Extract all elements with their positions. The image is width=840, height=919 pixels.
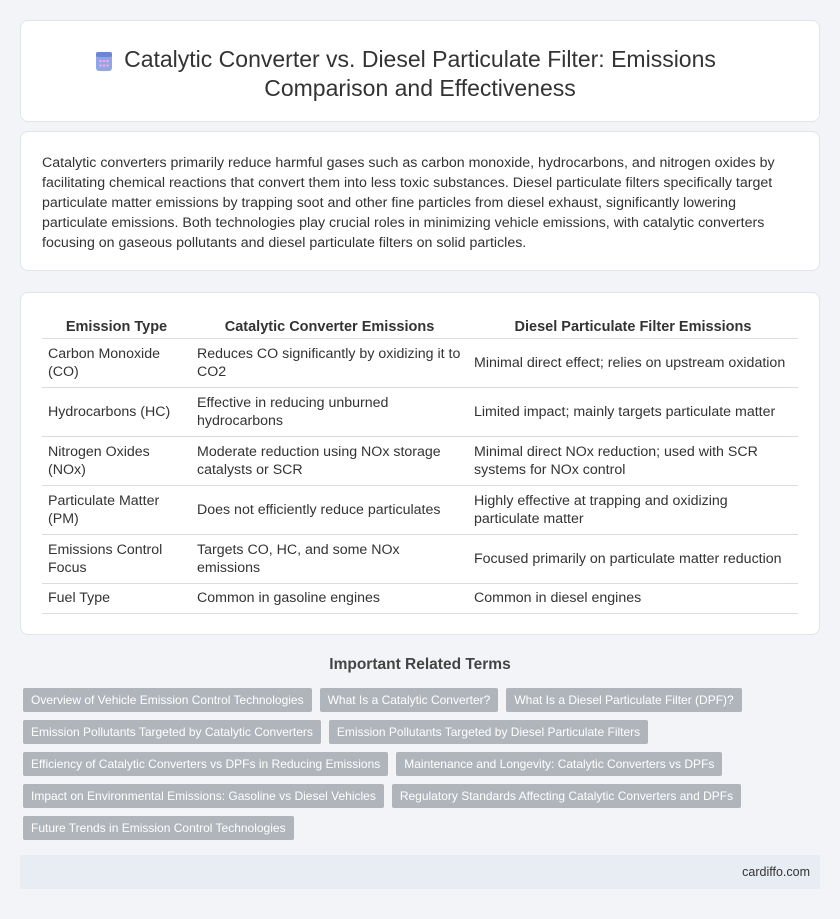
related-term-tag[interactable]: Regulatory Standards Affecting Catalytic Converters and DPFs (392, 784, 741, 808)
table-cell: Does not efficiently reduce particulates (191, 485, 468, 534)
table-cell: Focused primarily on particulate matter reduction (468, 534, 798, 583)
table-row (42, 583, 798, 613)
table-row (42, 338, 798, 387)
column-header: Diesel Particulate Filter Emissions (468, 313, 798, 338)
table-cell: Reduces CO significantly by oxidizing it to CO2 (191, 338, 468, 387)
related-term-tag[interactable]: What Is a Catalytic Converter? (320, 688, 499, 712)
table-cell: Minimal direct effect; relies on upstream oxidation (468, 338, 798, 387)
table-cell: Targets CO, HC, and some NOx emissions (191, 534, 468, 583)
related-term-tag[interactable]: Emission Pollutants Targeted by Catalytic Converters (23, 720, 321, 744)
table-cell: Effective in reducing unburned hydrocarbons (191, 387, 468, 436)
related-term-tag[interactable]: Overview of Vehicle Emission Control Technologies (23, 688, 312, 712)
table-cell: Common in diesel engines (468, 583, 798, 613)
table-cell: Moderate reduction using NOx storage catalysts or SCR (191, 436, 468, 485)
comparison-table (42, 313, 798, 614)
related-term-tag[interactable]: Maintenance and Longevity: Catalytic Converters vs DPFs (396, 752, 722, 776)
related-term-tag[interactable]: Efficiency of Catalytic Converters vs DPFs in Reducing Emissions (23, 752, 388, 776)
table-cell: Fuel Type (42, 583, 191, 613)
footer-site-name[interactable]: cardiffo.com (742, 865, 810, 879)
intro-paragraph: Catalytic converters primarily reduce harmful gases such as carbon monoxide, hydrocarbons, and nitrogen oxides by facilitating chemical reactions that convert them into less toxic substances. Diesel particulate filters specifically target particulate matter emissions by trapping soot and other fine particles from diesel exhaust, significantly lowering particulate emissions. Both technologies play crucial roles in minimizing vehicle emissions, with catalytic converters focusing on gaseous pollutants and diesel particulate filters on solid particles. (42, 155, 775, 251)
table-row (42, 485, 798, 534)
column-header: Catalytic Converter Emissions (191, 313, 468, 338)
table-cell: Common in gasoline engines (191, 583, 468, 613)
related-term-tag[interactable]: Emission Pollutants Targeted by Diesel Particulate Filters (329, 720, 648, 744)
table-cell: Highly effective at trapping and oxidizing particulate matter (468, 485, 798, 534)
intro-card (20, 131, 820, 271)
table-cell: Particulate Matter (PM) (42, 485, 191, 534)
table-cell: Emissions Control Focus (42, 534, 191, 583)
table-row (42, 436, 798, 485)
comparison-table-card (20, 292, 820, 635)
related-term-tag[interactable]: What Is a Diesel Particulate Filter (DPF)? (506, 688, 741, 712)
table-cell: Carbon Monoxide (CO) (42, 338, 191, 387)
header-card (20, 20, 820, 122)
related-terms-heading: Important Related Terms (329, 656, 511, 673)
related-terms-list (23, 688, 803, 840)
table-row (42, 534, 798, 583)
table-cell: Nitrogen Oxides (NOx) (42, 436, 191, 485)
related-term-tag[interactable]: Impact on Environmental Emissions: Gasoline vs Diesel Vehicles (23, 784, 384, 808)
table-cell: Hydrocarbons (HC) (42, 387, 191, 436)
page-title: Catalytic Converter vs. Diesel Particulate Filter: Emissions Comparison and Effectiveness (124, 46, 716, 101)
related-term-tag[interactable]: Future Trends in Emission Control Technologies (23, 816, 294, 840)
table-cell: Minimal direct NOx reduction; used with SCR systems for NOx control (468, 436, 798, 485)
table-header-row (42, 313, 798, 338)
footer-bar (20, 855, 820, 889)
column-header: Emission Type (42, 313, 191, 338)
table-cell: Limited impact; mainly targets particulate matter (468, 387, 798, 436)
table-row (42, 387, 798, 436)
